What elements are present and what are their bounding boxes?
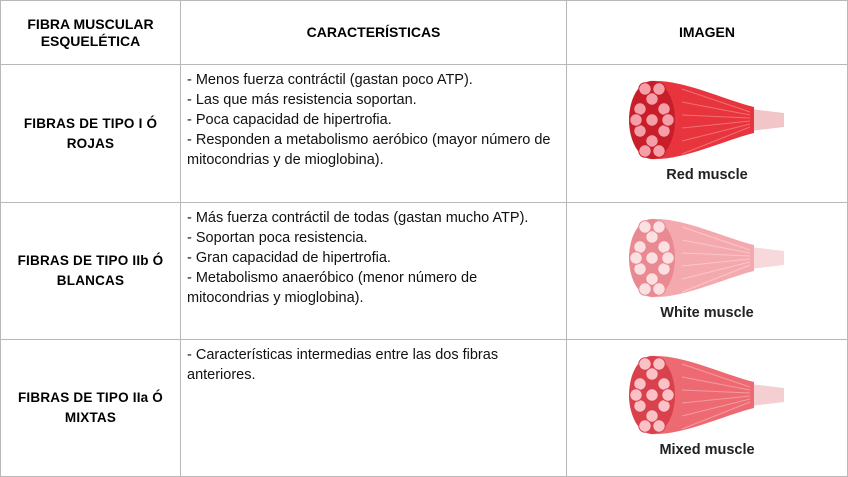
fascicle-circle bbox=[662, 252, 674, 264]
tendon-shape bbox=[750, 247, 784, 269]
fiber-type-label: FIBRAS DE TIPO IIa Ó MIXTAS bbox=[17, 390, 164, 425]
characteristics-cell bbox=[181, 340, 567, 477]
header-image: IMAGEN bbox=[567, 1, 848, 65]
image-caption: White muscle bbox=[660, 305, 754, 321]
characteristics-cell bbox=[181, 203, 567, 340]
fascicle-circle bbox=[630, 252, 642, 264]
fiber-type-cell bbox=[1, 203, 181, 340]
fascicle-circle bbox=[653, 358, 665, 370]
fascicle-circle bbox=[630, 389, 642, 401]
header-characteristics: CARACTERÍSTICAS bbox=[181, 1, 567, 65]
characteristic-item: - Responden a metabolismo aeróbico (mayor número de mitocondrias y de mioglobina). bbox=[187, 132, 551, 168]
fascicle-circle bbox=[630, 114, 642, 126]
table-row bbox=[1, 65, 848, 203]
characteristic-item: - Más fuerza contráctil de todas (gastan mucho ATP). bbox=[187, 210, 529, 226]
table-row bbox=[1, 203, 848, 340]
fascicle-circle bbox=[653, 145, 665, 157]
image-cell bbox=[567, 65, 848, 203]
characteristic-item: - Menos fuerza contráctil (gastan poco ATP). bbox=[187, 72, 473, 88]
fascicle-circle bbox=[653, 420, 665, 432]
fiber-type-label: FIBRAS DE TIPO IIb Ó BLANCAS bbox=[17, 253, 164, 288]
fiber-type-label: FIBRAS DE TIPO I Ó ROJAS bbox=[23, 115, 158, 151]
characteristics-list bbox=[187, 345, 560, 385]
fascicle-circle bbox=[639, 145, 651, 157]
characteristic-item: - Características intermedias entre las dos fibras anteriores. bbox=[187, 347, 499, 383]
mixed-muscle-illustration bbox=[622, 346, 792, 440]
image-cell bbox=[567, 340, 848, 477]
fascicle-circle bbox=[653, 283, 665, 295]
fascicle-circle bbox=[646, 114, 658, 126]
fascicle-circle bbox=[639, 420, 651, 432]
fascicle-circle bbox=[646, 389, 658, 401]
fascicle-circle bbox=[653, 83, 665, 95]
image-caption: Mixed muscle bbox=[659, 442, 755, 458]
fiber-type-cell bbox=[1, 65, 181, 203]
fascicle-circle bbox=[662, 114, 674, 126]
characteristics-cell bbox=[181, 65, 567, 203]
characteristic-item: - Las que más resistencia soportan. bbox=[187, 92, 417, 108]
white-muscle-illustration bbox=[622, 209, 792, 303]
image-caption: Red muscle bbox=[666, 167, 748, 183]
fascicle-circle bbox=[639, 283, 651, 295]
characteristic-item: - Metabolismo anaeróbico (menor número de mitocondrias y mioglobina). bbox=[187, 270, 478, 306]
fascicle-circle bbox=[639, 221, 651, 233]
header-fiber: FIBRA MUSCULAR ESQUELÉTICA bbox=[1, 1, 181, 65]
table-row bbox=[1, 340, 848, 477]
fascicle-circle bbox=[639, 83, 651, 95]
characteristic-item: - Gran capacidad de hipertrofia. bbox=[187, 250, 391, 266]
characteristics-list bbox=[187, 70, 560, 170]
tendon-shape bbox=[750, 109, 784, 131]
characteristics-list bbox=[187, 208, 560, 308]
fascicle-circle bbox=[662, 389, 674, 401]
fiber-type-cell bbox=[1, 340, 181, 477]
fascicle-circle bbox=[646, 252, 658, 264]
fascicle-circle bbox=[639, 358, 651, 370]
red-muscle-illustration bbox=[622, 71, 792, 165]
characteristic-item: - Soportan poca resistencia. bbox=[187, 230, 368, 246]
header-row bbox=[1, 1, 848, 65]
characteristic-item: - Poca capacidad de hipertrofia. bbox=[187, 112, 392, 128]
image-cell bbox=[567, 203, 848, 340]
fascicle-circle bbox=[653, 221, 665, 233]
tendon-shape bbox=[750, 384, 784, 406]
